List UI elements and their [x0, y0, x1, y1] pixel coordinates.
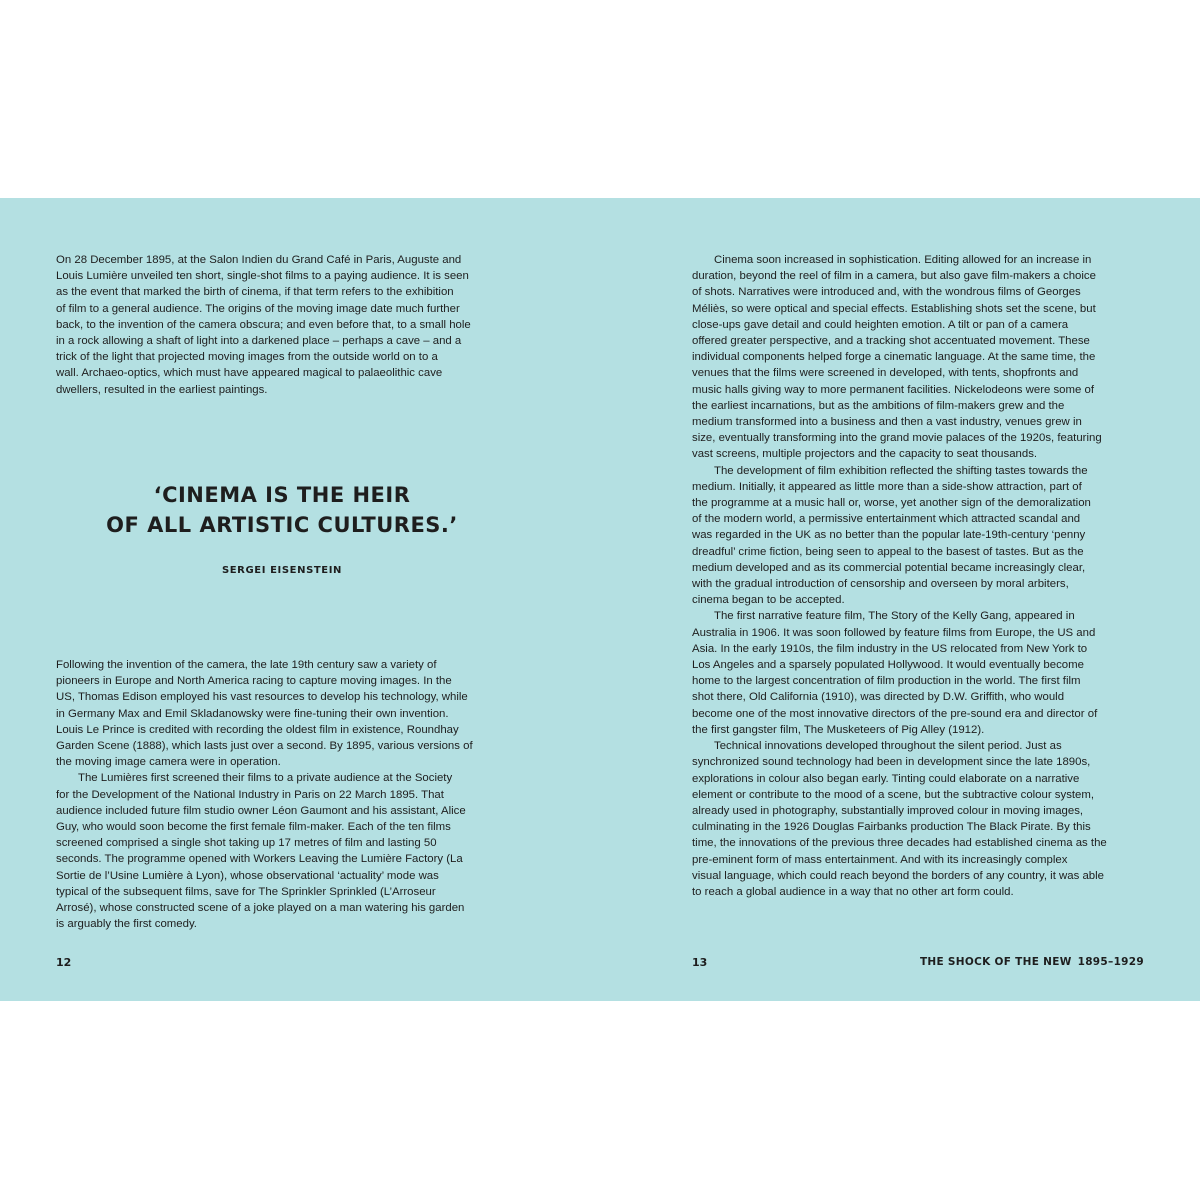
book-spread — [0, 198, 1200, 1001]
body-paragraph: Technical innovations developed throughout the silent period. Just as synchronized sound technology had been in development since the late 1890s, explorations in colour also began early. Tinting could elaborate on a narrative element or contribute to the mood of a scene, but the subtractive colour system, already used in photography, substantially improved colour in moving images, culminating in the 1926 Douglas Fairbanks production The Black Pirate. By this time, the innovations of the previous three decades had established cinema as the pre-eminent form of mass entertainment. And with its increasingly complex visual language, which could reach beyond the borders of any country, it was able to reach a global audience in a way that no other art form could. — [692, 740, 1107, 898]
running-head-years: 1895–1929 — [1077, 956, 1144, 968]
left-page — [0, 198, 600, 1001]
page-number: 13 — [692, 956, 708, 969]
running-head-title: THE SHOCK OF THE NEW — [919, 956, 1072, 968]
running-head — [920, 956, 1144, 968]
body-paragraph: The development of film exhibition reflected the shifting tastes towards the medium. Initially, it appeared as little more than a side-show attraction, part of the programme at a music hall or, worse, yet another sign of the demoralization of the modern world, a permissive entertainment which attracted scandal and was regarded in the UK as no better than the popular late-19th-century ‘penny dreadful’ crime fiction, being seen to appeal to the basest of tastes. But as the medium developed and as its commercial potential became increasingly clear, with the gradual introduction of censorship and overseen by moral arbiters, cinema began to be accepted. — [692, 464, 1091, 607]
quote-attribution: SERGEI EISENSTEIN — [221, 565, 343, 576]
intro-paragraph: On 28 December 1895, at the Salon Indien du Grand Café in Paris, Auguste and Louis Lumière unveiled ten short, single-shot films to a paying audience. It is seen as the event that marked the birth of cinema, if that term refers to the exhibition of film to a general audience. The origins of the moving image date much further back, to the invention of the camera obscura; and even before that, to a small hole in a rock allowing a shaft of light into a darkened place – perhaps a cave – and a trick of the light that projected moving images from the outside world on to a wall. Archaeo-optics, which must have appeared magical to palaeolithic cave dwellers, resulted in the earliest paintings. — [56, 254, 471, 396]
body-paragraph: The first narrative feature film, The Story of the Kelly Gang, appeared in Australia in 1906. It was soon followed by feature films from Europe, the US and Asia. In the early 1910s, the film industry in the US relocated from New York to Los Angeles and a sparsely populated Hollywood. It would eventually become home to the largest concentration of film production in the world. The first film shot there, Old California (1910), was directed by D.W. Griffith, who would become one of the most innovative directors of the pre-sound era and director of the first gangster film, The Musketeers of Pig Alley (1912). — [692, 610, 1098, 736]
body-paragraph: Following the invention of the camera, the late 19th century saw a variety of pioneers in Europe and North America racing to capture moving images. In the US, Thomas Edison employed his vast resources to develop his technology, while in Germany Max and Emil Skladanowsky were fine-tuning their own invention. Louis Le Prince is credited with recording the oldest film in existence, Roundhay Garden Scene (1888), which lasts just over a second. By 1895, various versions of the moving image camera were in operation. — [56, 659, 473, 769]
page-number: 12 — [56, 956, 72, 969]
pull-quote: ‘CINEMA IS THE HEIR OF ALL ARTISTIC CULTURES.’ — [106, 483, 458, 537]
body-paragraph: The Lumières first screened their films to a private audience at the Society for the Development of the National Industry in Paris on 22 March 1895. That audience included future film studio owner Léon Gaumont and his assistant, Alice Guy, who would soon become the first female film-maker. Each of the ten films screened comprised a single shot taking up 17 metres of film and lasting 50 seconds. The programme opened with Workers Leaving the Lumière Factory (La Sortie de l’Usine Lumière à Lyon), whose observational ‘actuality’ mode was typical of the subsequent films, save for The Sprinkler Sprinkled (L’Arroseur Arrosé), whose constructed scene of a joke played on a man watering his garden is arguably the first comedy. — [56, 772, 466, 931]
body-paragraph: Cinema soon increased in sophistication. Editing allowed for an increase in duration, beyond the reel of film in a camera, but also gave film-makers a choice of shots. Narratives were introduced and, with the wondrous films of Georges Méliès, so were optical and special effects. Establishing shots set the scene, but close-ups gave detail and could heighten emotion. A tilt or pan of a camera offered greater perspective, and a tracking shot accentuated movement. These individual components helped forge a cinematic language. At the same time, the venues that the films were screened in developed, with tents, shopfronts and music halls giving way to more permanent facilities. Nickelodeons were some of the earliest incarnations, but as the ambitions of film-makers grew and the medium transformed into a business and then a vast industry, venues grew in size, eventually transforming into the grand movie palaces of the 1920s, featuring vast screens, multiple projectors and the capacity to seat thousands. — [692, 254, 1102, 461]
left-body-text — [56, 657, 506, 932]
right-body-text — [692, 252, 1144, 900]
right-page — [600, 198, 1200, 1001]
